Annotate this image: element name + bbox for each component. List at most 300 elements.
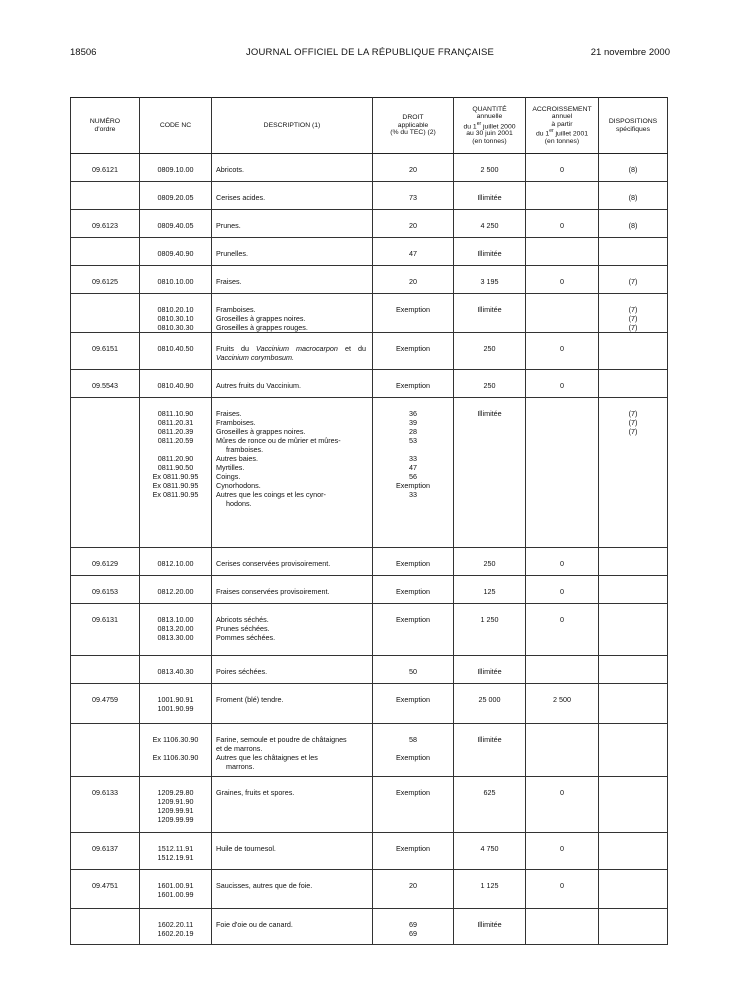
duty-rate <box>373 833 454 870</box>
table-row <box>71 370 668 398</box>
table-row <box>71 909 668 945</box>
annual-increase <box>526 398 599 548</box>
specific-provisions <box>599 398 668 548</box>
nc-code-line: 0811.10.90 <box>157 409 194 418</box>
duty-rate-line: 20 <box>409 221 417 230</box>
nc-code-line: 0811.20.31 <box>157 418 194 427</box>
nc-code <box>140 684 212 724</box>
order-number: 09.6123 <box>71 210 140 238</box>
nc-code <box>140 604 212 656</box>
header-line: annuelle <box>476 113 503 121</box>
table-row <box>71 724 668 777</box>
header-line: du 1er juillet 2001 <box>535 128 589 138</box>
order-number: 09.4751 <box>71 870 140 909</box>
duty-rate-line: 50 <box>409 667 417 676</box>
nc-code-line: 0810.40.90 <box>157 381 194 390</box>
nc-code-line: 0812.10.00 <box>157 559 194 568</box>
annual-quantity: 250 <box>454 370 526 398</box>
nc-code-line: Ex 1106.30.90 <box>152 753 199 762</box>
header-line: à partir <box>551 120 573 128</box>
description-line: Saucisses, autres que de foie. <box>216 881 313 890</box>
provision-line: (7) <box>628 427 638 436</box>
header-line: du 1er juillet 2000 <box>463 120 516 130</box>
description-line: Fraises conservées provisoirement. <box>216 587 330 596</box>
nc-code-line: 0809.10.00 <box>157 165 194 174</box>
provision-line: (8) <box>628 165 638 174</box>
order-number <box>71 656 140 684</box>
specific-provisions <box>599 909 668 945</box>
duty-rate <box>373 870 454 909</box>
description <box>212 370 373 398</box>
header-numero <box>71 98 140 154</box>
annual-increase: 0 <box>526 777 599 833</box>
provision-line: (7) <box>628 323 638 332</box>
provision-line: (8) <box>628 221 638 230</box>
duty-rate-line: Exemption <box>396 615 430 624</box>
specific-provisions <box>599 154 668 182</box>
duty-rate <box>373 210 454 238</box>
description-line: Myrtilles. <box>216 463 245 472</box>
annual-increase <box>526 182 599 210</box>
description-line: Autres baies. <box>216 454 258 463</box>
description-line: Pommes séchées. <box>216 633 276 642</box>
duty-rate-line: Exemption <box>396 788 430 797</box>
header-line: ACCROISSEMENT <box>532 105 592 113</box>
description-line: Groseilles à grappes rouges. <box>216 323 308 332</box>
description <box>212 909 373 945</box>
header-dispositions <box>599 98 668 154</box>
annual-quantity: 625 <box>454 777 526 833</box>
nc-code-line: 1601.00.99 <box>157 890 194 899</box>
provision-line: (7) <box>628 277 638 286</box>
table-row <box>71 576 668 604</box>
description-line: Framboises. <box>216 418 256 427</box>
nc-code-line: 1209.99.99 <box>157 815 194 824</box>
nc-code-line: 0812.20.00 <box>157 587 194 596</box>
nc-code-line: 1001.90.91 <box>157 695 194 704</box>
description <box>212 182 373 210</box>
description <box>212 870 373 909</box>
description-line: Graines, fruits et spores. <box>216 788 295 797</box>
header-accroissement <box>526 98 599 154</box>
nc-code <box>140 548 212 576</box>
duty-rate <box>373 576 454 604</box>
duty-rate <box>373 548 454 576</box>
table-row <box>71 684 668 724</box>
annual-quantity: Illimitée <box>454 724 526 777</box>
annual-increase <box>526 724 599 777</box>
description <box>212 548 373 576</box>
description-line: Prunes. <box>216 221 241 230</box>
description-line: Cynorhodons. <box>216 481 261 490</box>
annual-increase <box>526 238 599 266</box>
nc-code-line: 0810.20.10 <box>157 305 194 314</box>
provision-line <box>599 920 667 929</box>
nc-code-line: 1601.00.91 <box>157 881 194 890</box>
annual-increase <box>526 294 599 333</box>
nc-code-line: Ex 0811.90.95 <box>152 472 199 481</box>
annual-quantity: Illimitée <box>454 909 526 945</box>
nc-code <box>140 656 212 684</box>
nc-code-line: 1209.91.90 <box>157 797 194 806</box>
table-row <box>71 210 668 238</box>
provision-line <box>599 344 667 353</box>
table-row <box>71 294 668 333</box>
nc-code-line: 0810.10.00 <box>157 277 194 286</box>
annual-quantity: 1 125 <box>454 870 526 909</box>
description <box>212 656 373 684</box>
specific-provisions <box>599 333 668 370</box>
description-line: Autres que les châtaignes et les <box>216 753 318 762</box>
description-line: Foie d'oie ou de canard. <box>216 920 293 929</box>
order-number: 09.6137 <box>71 833 140 870</box>
order-number: 09.5543 <box>71 370 140 398</box>
tariff-quota-table <box>70 97 668 945</box>
nc-code-line: 1602.20.19 <box>157 929 194 938</box>
annual-quantity: 125 <box>454 576 526 604</box>
nc-code <box>140 576 212 604</box>
duty-rate-line: Exemption <box>396 844 430 853</box>
annual-increase: 0 <box>526 266 599 294</box>
specific-provisions <box>599 548 668 576</box>
duty-rate-line: 20 <box>409 165 417 174</box>
order-number <box>71 294 140 333</box>
duty-rate-line: Exemption <box>396 559 430 568</box>
duty-rate <box>373 684 454 724</box>
annual-increase: 0 <box>526 548 599 576</box>
specific-provisions <box>599 576 668 604</box>
annual-quantity: 25 000 <box>454 684 526 724</box>
duty-rate-line: 56 <box>409 472 417 481</box>
duty-rate-line: 53 <box>409 436 417 445</box>
header-line: NUMÉRO <box>89 118 121 125</box>
duty-rate-line: 20 <box>409 277 417 286</box>
description <box>212 576 373 604</box>
description <box>212 398 373 548</box>
annual-quantity: Illimitée <box>454 238 526 266</box>
provision-line <box>599 615 667 624</box>
header-line: QUANTITÉ <box>472 105 507 113</box>
header-quantite <box>454 98 526 154</box>
annual-quantity: 4 750 <box>454 833 526 870</box>
duty-rate-line: 20 <box>409 881 417 890</box>
description <box>212 266 373 294</box>
nc-code <box>140 909 212 945</box>
header-line: d'ordre <box>94 125 116 133</box>
nc-code-line: 0811.90.50 <box>157 463 194 472</box>
nc-code-line: 0811.20.59 <box>157 436 194 445</box>
specific-provisions <box>599 684 668 724</box>
description-line: Prunes séchées. <box>216 624 270 633</box>
table-header-row <box>71 98 668 154</box>
description <box>212 154 373 182</box>
provision-line: (8) <box>628 193 638 202</box>
description-line: Prunelles. <box>216 249 248 258</box>
table-row <box>71 777 668 833</box>
nc-code-line: 0813.20.00 <box>157 624 194 633</box>
duty-rate <box>373 777 454 833</box>
nc-code-line: Ex 1106.30.90 <box>152 735 199 744</box>
annual-increase <box>526 656 599 684</box>
annual-quantity: 250 <box>454 548 526 576</box>
table-row <box>71 182 668 210</box>
duty-rate <box>373 333 454 370</box>
specific-provisions <box>599 870 668 909</box>
duty-rate-line: 47 <box>409 463 417 472</box>
description <box>212 684 373 724</box>
annual-quantity: 2 500 <box>454 154 526 182</box>
nc-code-line: 0810.30.30 <box>157 323 194 332</box>
table-row <box>71 833 668 870</box>
annual-quantity: 4 250 <box>454 210 526 238</box>
duty-rate-line: 28 <box>409 427 417 436</box>
annual-increase: 0 <box>526 210 599 238</box>
table-row <box>71 398 668 548</box>
nc-code <box>140 210 212 238</box>
annual-quantity: Illimitée <box>454 182 526 210</box>
nc-code-line: 0809.20.05 <box>157 193 194 202</box>
provision-line <box>599 788 667 797</box>
order-number: 09.4759 <box>71 684 140 724</box>
order-number: 09.6125 <box>71 266 140 294</box>
annual-increase <box>526 909 599 945</box>
order-number: 09.6133 <box>71 777 140 833</box>
header-line: annuel <box>551 113 573 121</box>
specific-provisions <box>599 294 668 333</box>
duty-rate-line: 36 <box>409 409 417 418</box>
annual-increase: 0 <box>526 833 599 870</box>
description-line: Autres fruits du Vaccinium. <box>216 381 301 390</box>
description-line: Froment (blé) tendre. <box>216 695 284 704</box>
specific-provisions <box>599 833 668 870</box>
specific-provisions <box>599 182 668 210</box>
header-droit <box>373 98 454 154</box>
nc-code-line: 1209.99.91 <box>157 806 194 815</box>
annual-increase: 0 <box>526 370 599 398</box>
duty-rate-line: 69 <box>409 929 417 938</box>
nc-code-line: Ex 0811.90.95 <box>152 481 199 490</box>
journal-title: JOURNAL OFFICIEL DE LA RÉPUBLIQUE FRANÇAISE <box>245 47 495 58</box>
description-line: Groseilles à grappes noires. <box>216 314 306 323</box>
provision-line: (7) <box>628 314 638 323</box>
header-line: DESCRIPTION (1) <box>263 121 321 129</box>
duty-rate-line: 33 <box>409 490 417 499</box>
duty-rate-line: 73 <box>409 193 417 202</box>
nc-code <box>140 398 212 548</box>
duty-rate <box>373 656 454 684</box>
annual-increase: 2 500 <box>526 684 599 724</box>
annual-quantity: Illimitée <box>454 294 526 333</box>
nc-code-line: Ex 0811.90.95 <box>152 490 199 499</box>
header-line: spécifiques <box>615 125 650 133</box>
order-number: 09.6151 <box>71 333 140 370</box>
specific-provisions <box>599 724 668 777</box>
description-line: Abricots séchés. <box>216 615 269 624</box>
provision-line <box>599 667 667 676</box>
description-line: Fraises. <box>216 277 242 286</box>
table-body <box>71 154 668 945</box>
nc-code-line: 0811.20.39 <box>157 427 194 436</box>
page-number: 18506 <box>70 47 97 58</box>
duty-rate-line <box>373 744 453 753</box>
annual-quantity: 250 <box>454 333 526 370</box>
nc-code-line: 1512.19.91 <box>157 853 194 862</box>
page-header <box>70 47 670 61</box>
order-number <box>71 398 140 548</box>
provision-line: (7) <box>628 409 638 418</box>
nc-code <box>140 294 212 333</box>
header-line: (% du TEC) (2) <box>390 129 436 137</box>
duty-rate-line: 69 <box>409 920 417 929</box>
nc-code-line: 0810.30.10 <box>157 314 194 323</box>
nc-code-line: 0813.30.00 <box>157 633 194 642</box>
nc-code-line: 0813.40.30 <box>157 667 194 676</box>
annual-quantity: 1 250 <box>454 604 526 656</box>
description-line: Fruits du Vaccinium macrocarpon et du Vaccinium corymbosum. <box>216 344 366 362</box>
duty-rate-line: Exemption <box>396 481 430 490</box>
nc-code-line <box>140 744 211 753</box>
duty-rate <box>373 154 454 182</box>
duty-rate-line: Exemption <box>396 305 430 314</box>
provision-line <box>599 695 667 704</box>
description-line: Groseilles à grappes noires. <box>216 427 306 436</box>
provision-line <box>599 735 667 744</box>
duty-rate <box>373 604 454 656</box>
nc-code-line: 0810.40.50 <box>157 344 194 353</box>
duty-rate <box>373 909 454 945</box>
table-row <box>71 238 668 266</box>
duty-rate-line <box>373 445 453 454</box>
issue-date: 21 novembre 2000 <box>590 47 670 58</box>
annual-quantity: Illimitée <box>454 398 526 548</box>
description-line: Coings. <box>216 472 241 481</box>
description-line: Cerises conservées provisoirement. <box>216 559 331 568</box>
nc-code <box>140 154 212 182</box>
description <box>212 724 373 777</box>
nc-code-line: 1602.20.11 <box>157 920 194 929</box>
annual-quantity: 3 195 <box>454 266 526 294</box>
nc-code-line: 0813.10.00 <box>157 615 194 624</box>
nc-code-line: 0809.40.05 <box>157 221 194 230</box>
table-row <box>71 604 668 656</box>
description-line: Autres que les coings et les cynor- <box>216 490 326 499</box>
nc-code-line: 1209.29.80 <box>157 788 194 797</box>
header-line: DROIT <box>402 114 424 122</box>
table-row <box>71 870 668 909</box>
description-line: marrons. <box>226 762 255 771</box>
description <box>212 833 373 870</box>
description-line: Cerises acides. <box>216 193 266 202</box>
duty-rate-line: 39 <box>409 418 417 427</box>
description-line: Farine, semoule et poudre de châtaignes <box>216 735 347 744</box>
duty-rate-line: Exemption <box>396 344 430 353</box>
duty-rate-line: Exemption <box>396 695 430 704</box>
order-number <box>71 182 140 210</box>
duty-rate <box>373 724 454 777</box>
provision-line <box>599 844 667 853</box>
description-line: Fraises. <box>216 409 242 418</box>
description <box>212 333 373 370</box>
order-number: 09.6153 <box>71 576 140 604</box>
nc-code <box>140 724 212 777</box>
order-number: 09.6131 <box>71 604 140 656</box>
nc-code-line: 0809.40.90 <box>157 249 194 258</box>
provision-line <box>599 381 667 390</box>
header-description <box>212 98 373 154</box>
table-row <box>71 548 668 576</box>
description-line: hodons. <box>226 499 252 508</box>
order-number <box>71 909 140 945</box>
description-line: et de marrons. <box>216 744 263 753</box>
description-line: Abricots. <box>216 165 244 174</box>
duty-rate-line: Exemption <box>396 587 430 596</box>
provision-line: (7) <box>628 418 638 427</box>
specific-provisions <box>599 656 668 684</box>
provision-line <box>599 881 667 890</box>
table-row <box>71 333 668 370</box>
header-line: (en tonnes) <box>544 137 580 145</box>
header-line: CODE NC <box>159 121 192 129</box>
annual-increase: 0 <box>526 154 599 182</box>
description-line: Framboises. <box>216 305 256 314</box>
duty-rate <box>373 370 454 398</box>
nc-code <box>140 333 212 370</box>
provision-line <box>599 559 667 568</box>
duty-rate-line: Exemption <box>396 381 430 390</box>
annual-quantity: Illimitée <box>454 656 526 684</box>
description <box>212 210 373 238</box>
nc-code <box>140 833 212 870</box>
order-number: 09.6121 <box>71 154 140 182</box>
provision-line <box>599 587 667 596</box>
nc-code <box>140 238 212 266</box>
table-row <box>71 656 668 684</box>
provision-line: (7) <box>628 305 638 314</box>
nc-code-line: 1001.90.99 <box>157 704 194 713</box>
nc-code <box>140 182 212 210</box>
description-line: Poires séchées. <box>216 667 268 676</box>
specific-provisions <box>599 210 668 238</box>
table-row <box>71 154 668 182</box>
specific-provisions <box>599 238 668 266</box>
duty-rate-line: Exemption <box>396 753 430 762</box>
description-line: Mûres de ronce ou de mûrier et mûres- <box>216 436 341 445</box>
duty-rate <box>373 182 454 210</box>
header-line: DISPOSITIONS <box>608 118 658 125</box>
nc-code <box>140 870 212 909</box>
duty-rate <box>373 266 454 294</box>
nc-code <box>140 370 212 398</box>
description <box>212 777 373 833</box>
annual-increase: 0 <box>526 333 599 370</box>
duty-rate-line: 47 <box>409 249 417 258</box>
description-line: Huile de tournesol. <box>216 844 276 853</box>
specific-provisions <box>599 266 668 294</box>
annual-increase: 0 <box>526 576 599 604</box>
nc-code <box>140 266 212 294</box>
duty-rate <box>373 398 454 548</box>
specific-provisions <box>599 370 668 398</box>
annual-increase: 0 <box>526 870 599 909</box>
header-line: (en tonnes) <box>472 137 507 145</box>
description <box>212 604 373 656</box>
description-line: framboises. <box>226 445 264 454</box>
header-line: applicable <box>397 121 429 129</box>
specific-provisions <box>599 777 668 833</box>
table-row <box>71 266 668 294</box>
nc-code-line <box>140 445 211 454</box>
header-line: au 30 juin 2001 <box>466 130 513 138</box>
